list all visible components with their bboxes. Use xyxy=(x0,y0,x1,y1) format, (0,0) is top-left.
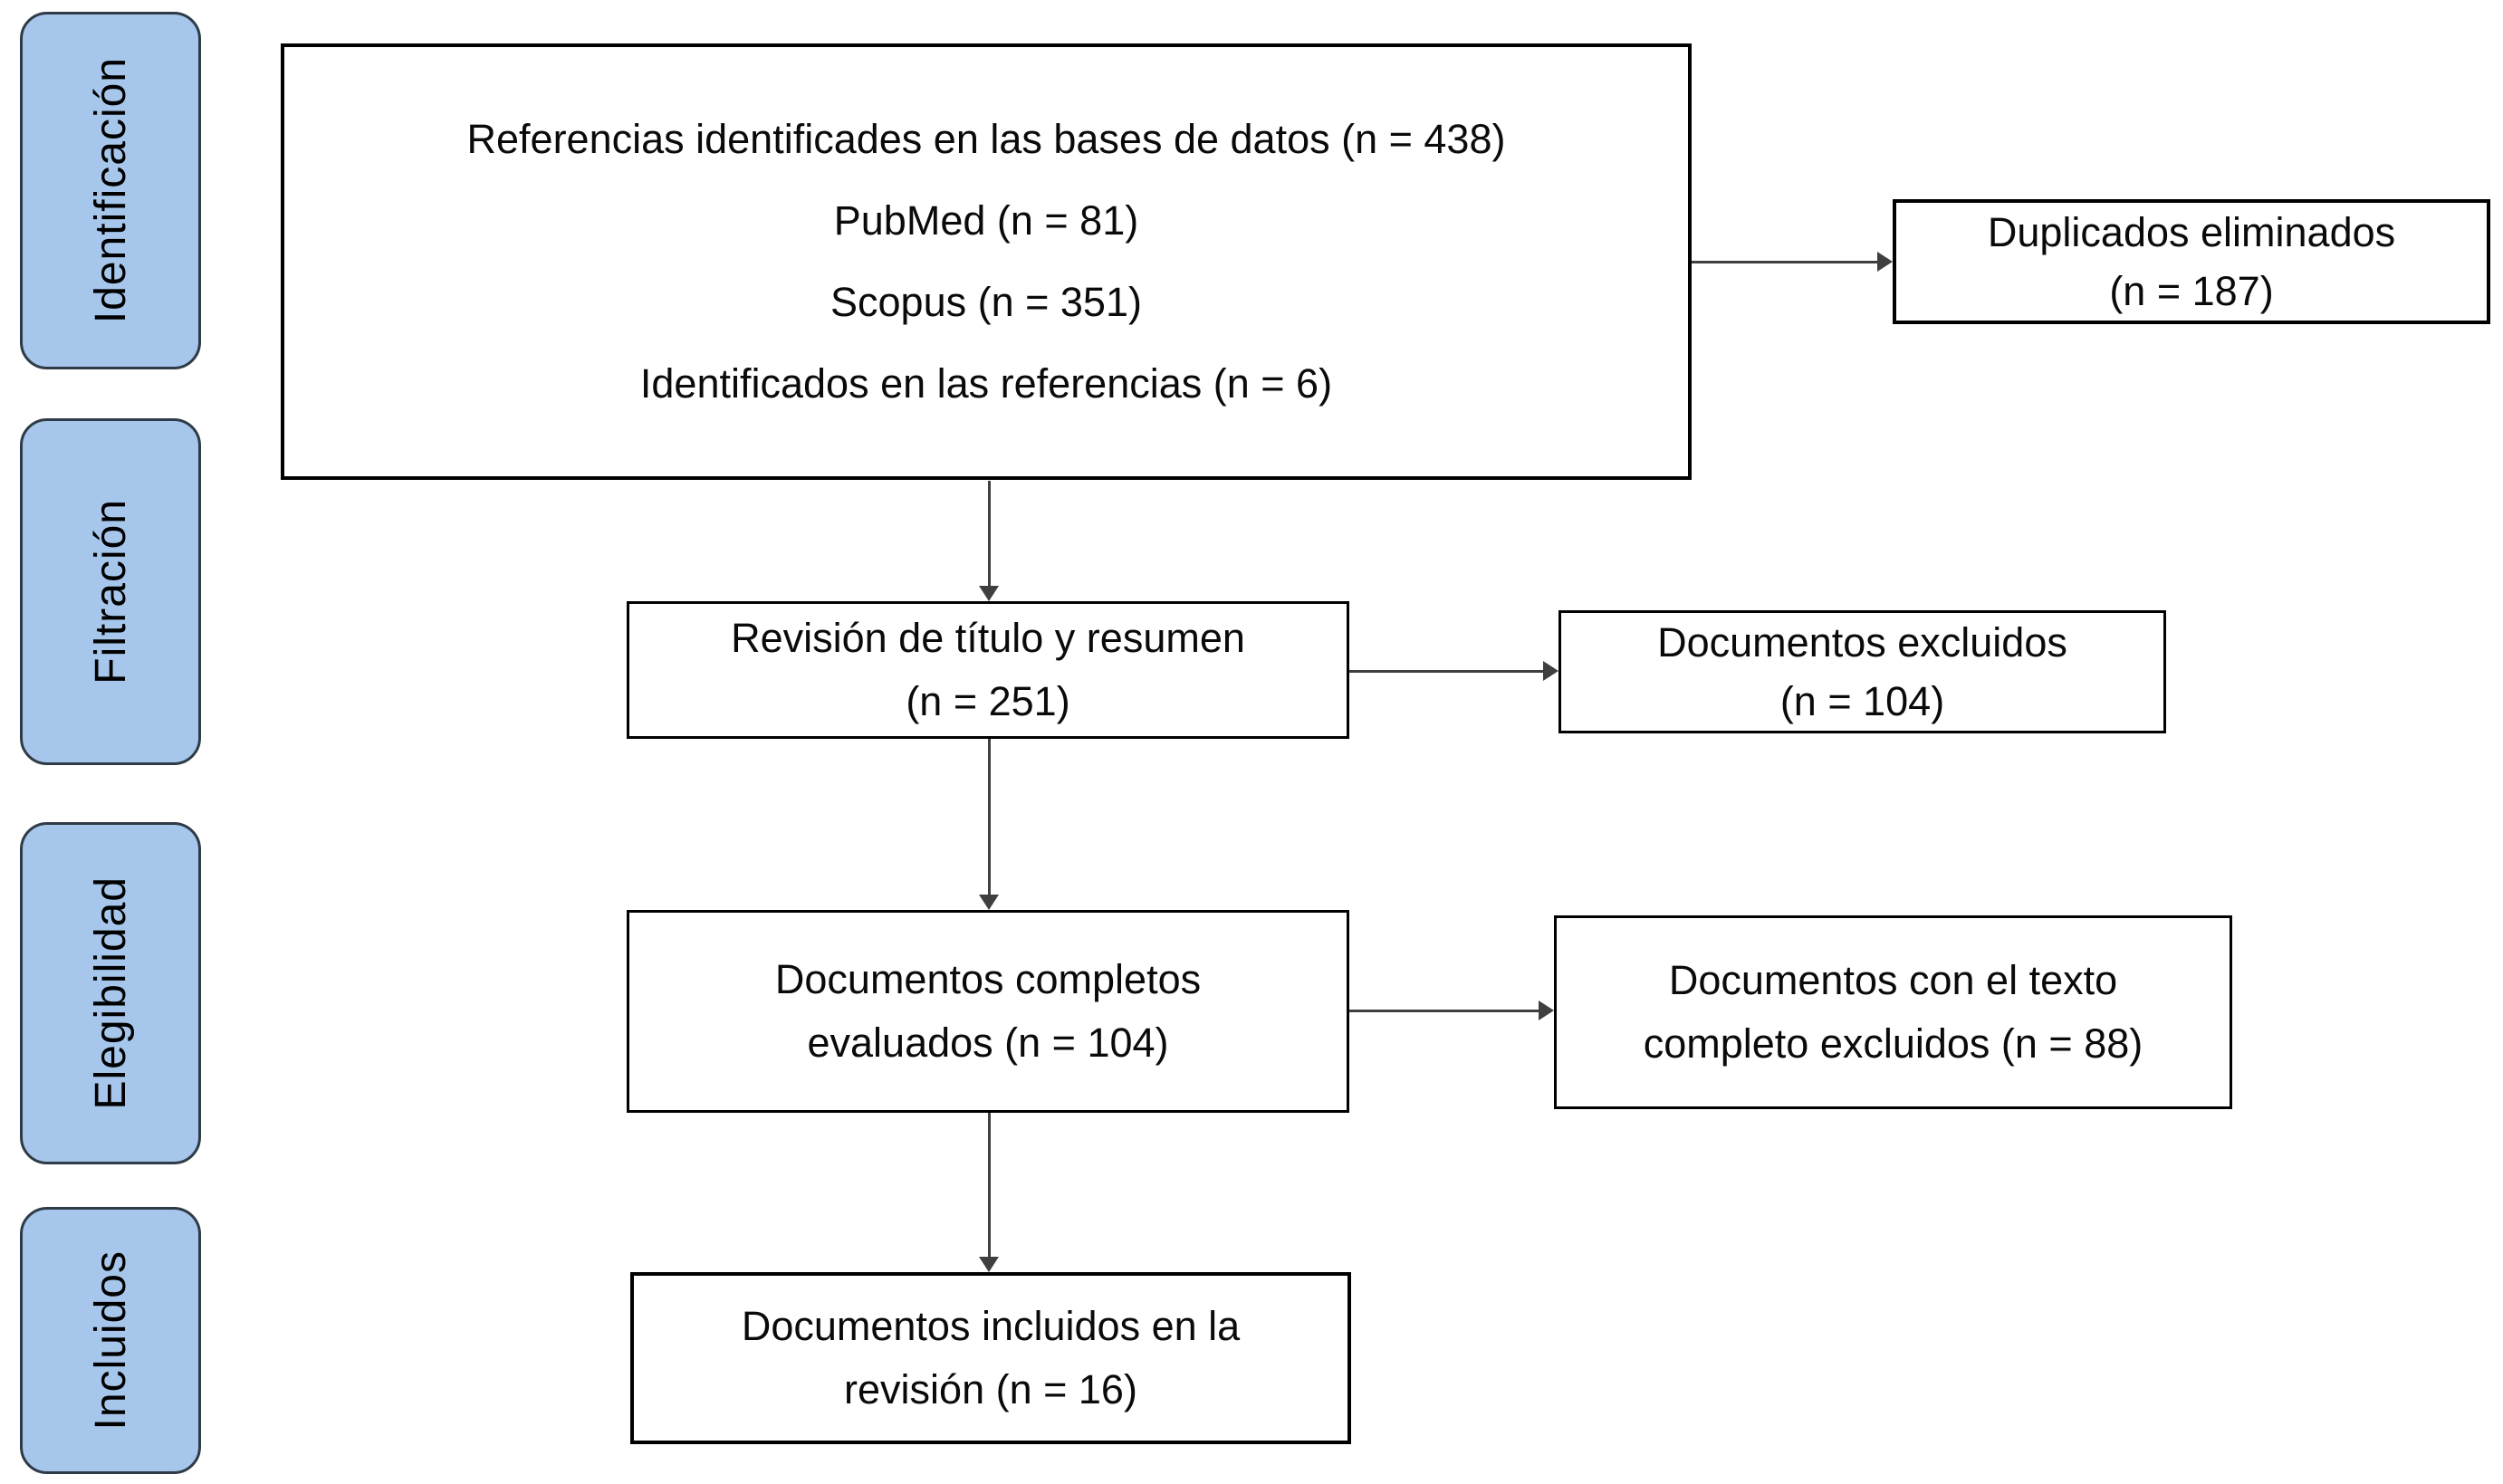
stage-label-identificacion xyxy=(20,12,201,369)
box-included-in-review-line-2: revisión (n = 16) xyxy=(844,1366,1137,1412)
box-title-abstract-screening-line-2: (n = 251) xyxy=(906,678,1070,724)
box-duplicates-removed-line-1: Duplicados eliminados xyxy=(1987,208,2396,255)
box-documents-excluded xyxy=(1558,610,2166,733)
stage-label-elegibilidad xyxy=(20,822,201,1164)
box-references-identified xyxy=(281,43,1692,480)
arrow-identified-to-duplicates xyxy=(1692,252,1893,272)
arrow-identified-to-screening-shaft xyxy=(988,481,991,587)
box-fulltext-assessed-line-2: evaluados (n = 104) xyxy=(807,1020,1169,1066)
stage-label-filtracion-text: Filtración xyxy=(86,499,135,685)
stage-label-incluidos xyxy=(20,1207,201,1474)
stage-label-identificacion-text: Identificación xyxy=(86,57,135,324)
box-included-in-review-line-1: Documentos incluidos en la xyxy=(741,1303,1241,1350)
arrow-identified-to-duplicates-shaft xyxy=(1692,261,1878,263)
arrow-screening-to-fulltext-head-icon xyxy=(979,895,999,910)
arrow-screening-to-excluded xyxy=(1349,661,1558,681)
box-title-abstract-screening xyxy=(627,601,1349,739)
arrow-fulltext-to-fulltext-excluded-shaft xyxy=(1349,1010,1539,1012)
box-duplicates-removed xyxy=(1893,199,2490,324)
arrow-fulltext-to-included xyxy=(979,1113,999,1272)
stage-label-elegibilidad-text: Elegibilidad xyxy=(86,876,135,1110)
box-fulltext-excluded xyxy=(1554,915,2232,1109)
box-references-identified-line-2: PubMed (n = 81) xyxy=(833,197,1139,244)
box-documents-excluded-line-1: Documentos excluidos xyxy=(1657,618,2067,665)
arrow-screening-to-excluded-shaft xyxy=(1349,670,1544,673)
box-title-abstract-screening-line-1: Revisión de título y resumen xyxy=(731,615,1245,662)
arrow-identified-to-screening-head-icon xyxy=(979,586,999,601)
box-fulltext-excluded-line-2: completo excluidos (n = 88) xyxy=(1643,1020,2143,1067)
arrow-fulltext-to-fulltext-excluded-head-icon xyxy=(1539,1001,1554,1020)
box-references-identified-line-1: Referencias identificades en las bases de datos (n = 438) xyxy=(466,116,1506,162)
box-fulltext-excluded-line-1: Documentos con el texto xyxy=(1668,957,2118,1004)
box-included-in-review xyxy=(630,1272,1351,1444)
arrow-identified-to-screening xyxy=(979,481,999,601)
arrow-fulltext-to-included-shaft xyxy=(988,1113,991,1258)
arrow-fulltext-to-fulltext-excluded xyxy=(1349,1001,1554,1020)
arrow-identified-to-duplicates-head-icon xyxy=(1877,252,1893,272)
box-documents-excluded-line-2: (n = 104) xyxy=(1779,678,1945,724)
arrow-screening-to-fulltext xyxy=(979,739,999,910)
box-duplicates-removed-line-2: (n = 187) xyxy=(2109,268,2274,314)
box-references-identified-line-3: Scopus (n = 351) xyxy=(830,279,1142,325)
stage-label-filtracion xyxy=(20,418,201,765)
arrow-screening-to-fulltext-shaft xyxy=(988,739,991,895)
arrow-fulltext-to-included-head-icon xyxy=(979,1257,999,1272)
box-references-identified-line-4: Identificados en las referencias (n = 6) xyxy=(639,360,1333,407)
box-fulltext-assessed xyxy=(627,910,1349,1113)
box-fulltext-assessed-line-1: Documentos completos xyxy=(774,956,1202,1003)
stage-label-incluidos-text: Incluidos xyxy=(86,1250,135,1431)
arrow-screening-to-excluded-head-icon xyxy=(1543,661,1558,681)
